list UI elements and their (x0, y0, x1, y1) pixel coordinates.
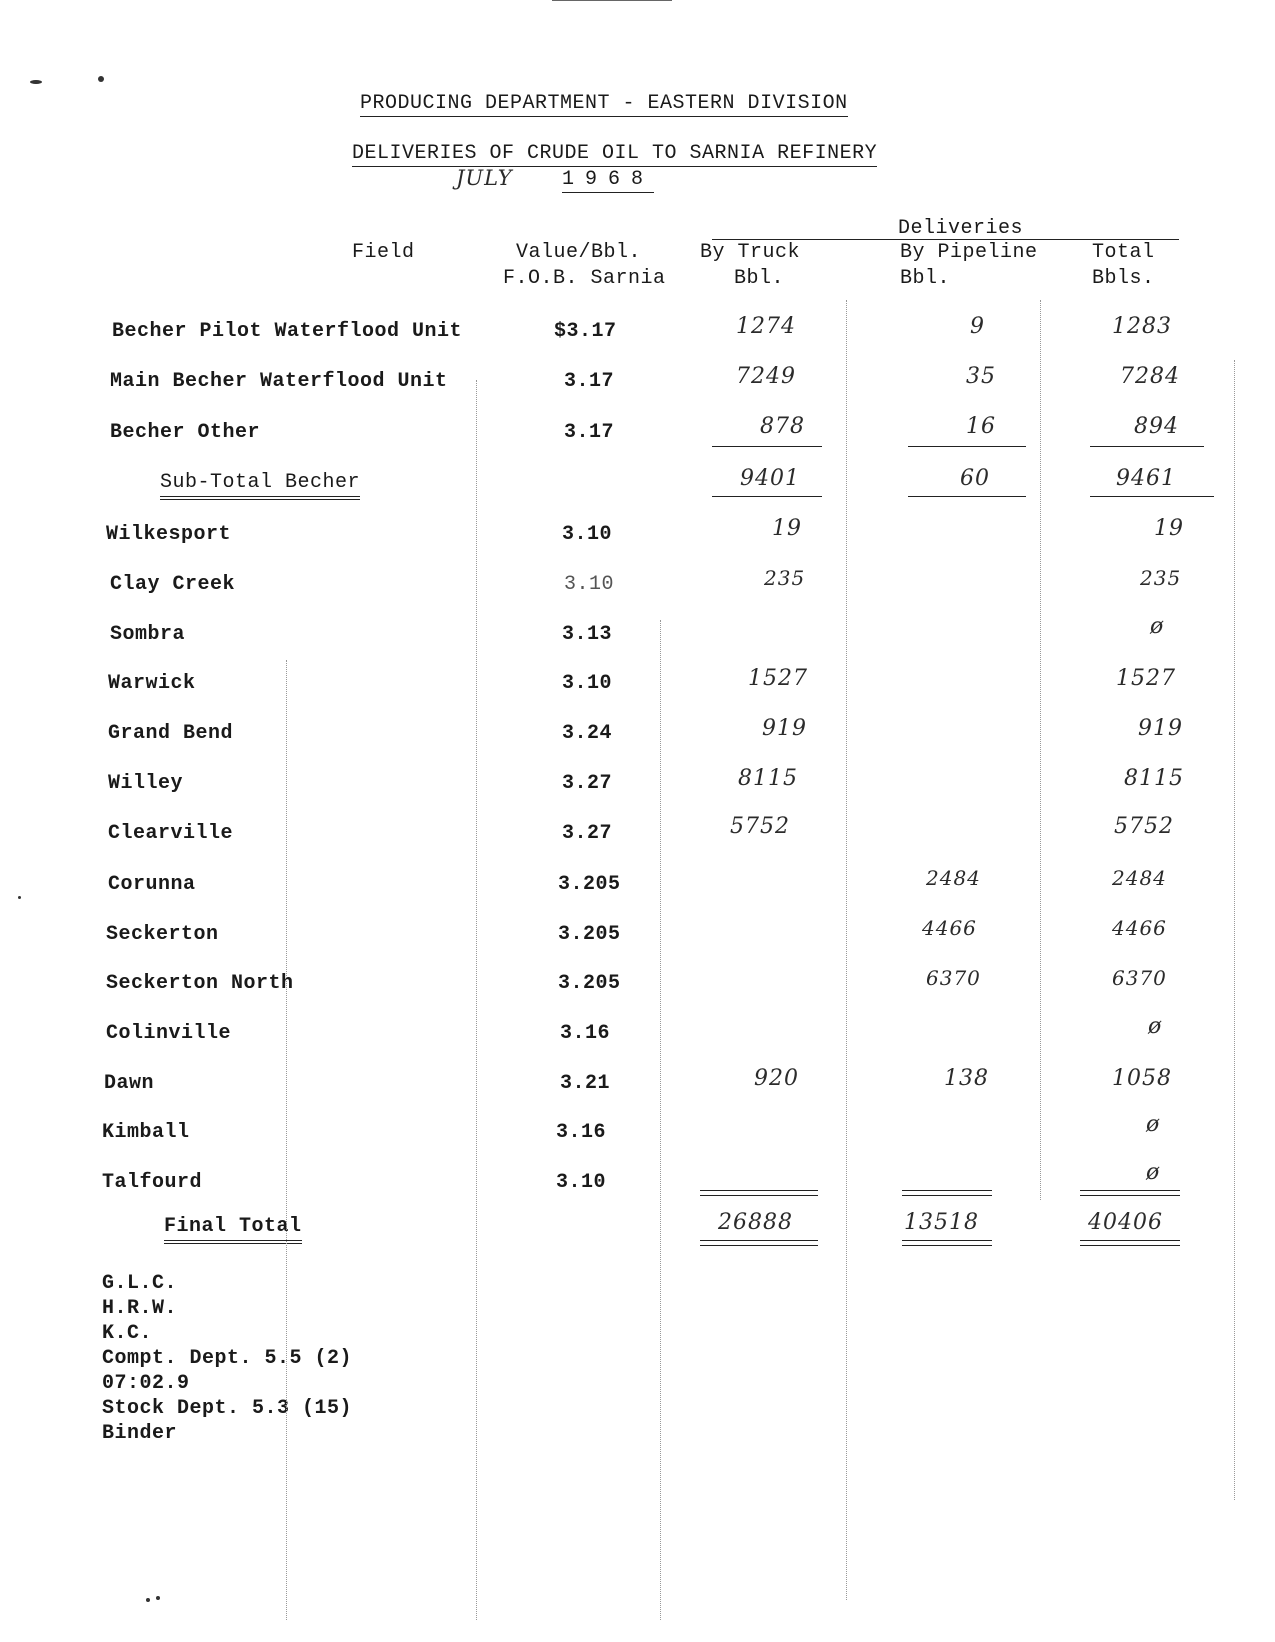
deliveries-header-rule (712, 239, 1179, 240)
total-column-subheader: Bbls. (1092, 267, 1155, 290)
row-total: 5752 (1114, 814, 1174, 839)
row-pipeline: 9 (970, 314, 985, 339)
row-total: ø (1146, 1112, 1161, 1137)
final-rule-truck (700, 1190, 818, 1196)
row-field: Talfourd (102, 1171, 203, 1194)
scan-speck (18, 896, 21, 899)
distribution-item: K.C. (102, 1322, 153, 1345)
row-value: 3.27 (562, 822, 613, 845)
row-pipeline: 2484 (926, 866, 981, 890)
report-month: JULY (456, 166, 513, 190)
row-truck: 5752 (730, 814, 790, 839)
row-value: 3.27 (562, 772, 613, 795)
truck-column-header: By Truck (700, 241, 801, 264)
row-pipeline: 35 (966, 364, 996, 389)
row-field: Seckerton (106, 923, 219, 946)
row-field: Sombra (110, 623, 186, 646)
deliveries-group-header: Deliveries (898, 217, 1024, 240)
subtotal-rule-total (1090, 446, 1204, 447)
scan-guide-line (1040, 300, 1041, 1200)
row-total: 8115 (1124, 766, 1184, 791)
row-total: ø (1150, 614, 1165, 639)
distribution-item: G.L.C. (102, 1272, 178, 1295)
row-value: 3.17 (564, 421, 615, 444)
row-field: Seckerton North (106, 972, 294, 995)
row-total: 919 (1138, 716, 1183, 741)
row-value: 3.13 (562, 623, 613, 646)
row-field: Warwick (108, 672, 196, 695)
row-pipeline: 6370 (926, 966, 981, 990)
row-value: 3.205 (558, 873, 621, 896)
value-column-header: Value/Bbl. (516, 241, 642, 264)
row-value: 3.16 (556, 1121, 607, 1144)
row-value: 3.10 (556, 1171, 607, 1194)
row-pipeline: 4466 (922, 916, 977, 940)
row-truck: 8115 (738, 766, 798, 791)
row-field: Corunna (108, 873, 196, 896)
row-field: Willey (108, 772, 184, 795)
row-value: 3.24 (562, 722, 613, 745)
distribution-item: Binder (102, 1422, 178, 1445)
subtotal-total: 9461 (1116, 466, 1176, 491)
row-total: 7284 (1120, 364, 1180, 389)
pipeline-column-header: By Pipeline (900, 241, 1038, 264)
row-field: Main Becher Waterflood Unit (110, 370, 448, 393)
row-total: 235 (1140, 566, 1182, 590)
scan-speck (146, 1598, 150, 1602)
subtotal-label: Sub-Total Becher (160, 471, 360, 500)
row-total: 6370 (1112, 966, 1167, 990)
row-field: Clearville (108, 822, 234, 845)
subtotal-rule-pipeline (908, 446, 1026, 447)
final-underline-pipeline (902, 1240, 992, 1246)
row-truck: 920 (754, 1066, 799, 1091)
row-value: 3.10 (562, 672, 613, 695)
distribution-item: Compt. Dept. 5.5 (2) (102, 1347, 353, 1370)
subtotal-truck: 9401 (740, 466, 800, 491)
scan-speck (156, 1596, 160, 1600)
row-truck: 7249 (736, 364, 796, 389)
row-total: 4466 (1112, 916, 1167, 940)
final-underline-truck (700, 1240, 818, 1246)
row-total: ø (1146, 1160, 1161, 1185)
row-total: 1058 (1112, 1066, 1172, 1091)
row-value: 3.21 (560, 1072, 611, 1095)
row-field: Kimball (102, 1121, 190, 1144)
distribution-item: Stock Dept. 5.3 (15) (102, 1397, 353, 1420)
row-total: 2484 (1112, 866, 1167, 890)
row-total: 894 (1134, 414, 1179, 439)
page-title: PRODUCING DEPARTMENT - EASTERN DIVISION (360, 92, 848, 115)
row-value: 3.17 (564, 370, 615, 393)
scan-speck (98, 76, 104, 82)
row-total: 19 (1154, 516, 1184, 541)
final-total-pipeline: 13518 (904, 1210, 979, 1235)
subtotal-underline-total (1090, 496, 1214, 497)
row-total: 1283 (1112, 314, 1172, 339)
row-value: 3.16 (560, 1022, 611, 1045)
subtotal-rule-truck (712, 446, 822, 447)
value-column-subheader: F.O.B. Sarnia (503, 267, 666, 290)
field-column-header: Field (352, 241, 415, 264)
row-field: Wilkesport (106, 523, 232, 546)
row-field: Becher Pilot Waterflood Unit (112, 320, 463, 343)
final-total-total: 40406 (1088, 1210, 1163, 1235)
row-value: $3.17 (554, 320, 617, 343)
row-field: Grand Bend (108, 722, 234, 745)
total-column-header: Total (1092, 241, 1155, 264)
scan-guide-line (476, 380, 477, 1620)
row-pipeline: 138 (944, 1066, 989, 1091)
row-truck: 1527 (748, 666, 808, 691)
scan-guide-line (660, 620, 661, 1620)
row-value: 3.10 (564, 573, 615, 596)
row-total: 1527 (1116, 666, 1176, 691)
row-field: Dawn (104, 1072, 155, 1095)
final-total-truck: 26888 (718, 1210, 793, 1235)
row-field: Clay Creek (110, 573, 236, 596)
truck-column-subheader: Bbl. (734, 267, 785, 290)
scan-top-mark (552, 0, 672, 1)
row-truck: 878 (760, 414, 805, 439)
report-year: 1968 (562, 168, 655, 191)
row-total: ø (1148, 1014, 1163, 1039)
distribution-item: 07:02.9 (102, 1372, 190, 1395)
row-field: Colinville (106, 1022, 232, 1045)
subtotal-underline-truck (712, 496, 822, 497)
final-rule-pipeline (902, 1190, 992, 1196)
row-value: 3.10 (562, 523, 613, 546)
row-value: 3.205 (558, 923, 621, 946)
final-rule-total (1080, 1190, 1180, 1196)
scan-guide-line (846, 300, 847, 1600)
scan-guide-line (286, 660, 287, 1620)
row-truck: 919 (762, 716, 807, 741)
final-total-label: Final Total (164, 1215, 302, 1244)
scan-speck (30, 80, 42, 84)
subtotal-pipeline: 60 (960, 466, 990, 491)
row-truck: 19 (772, 516, 802, 541)
row-pipeline: 16 (966, 414, 996, 439)
page-subtitle: DELIVERIES OF CRUDE OIL TO SARNIA REFINERY (352, 142, 878, 165)
distribution-item: H.R.W. (102, 1297, 178, 1320)
row-truck: 235 (764, 566, 806, 590)
row-value: 3.205 (558, 972, 621, 995)
row-truck: 1274 (736, 314, 796, 339)
row-field: Becher Other (110, 421, 261, 444)
pipeline-column-subheader: Bbl. (900, 267, 951, 290)
final-underline-total (1080, 1240, 1180, 1246)
subtotal-underline-pipeline (908, 496, 1026, 497)
scan-guide-line (1234, 360, 1235, 1500)
